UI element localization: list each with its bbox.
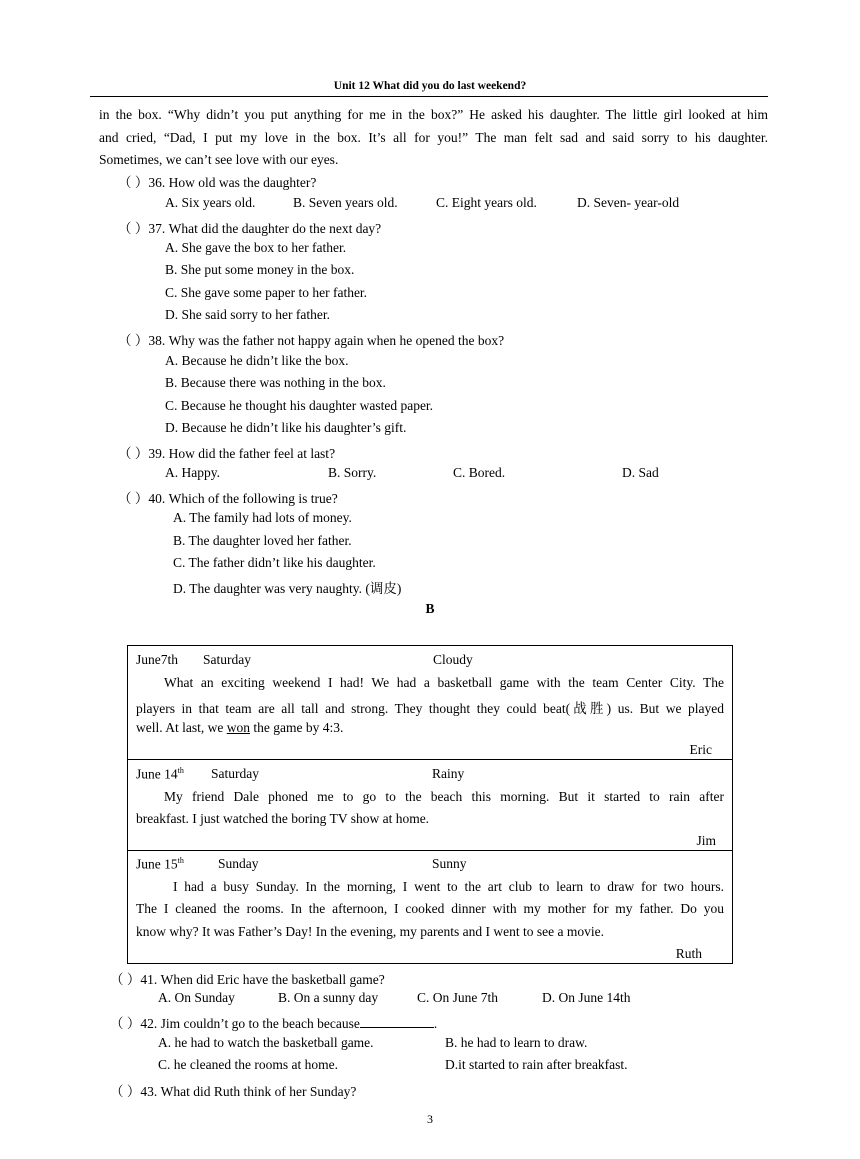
question-stem: 39. How did the father feel at last? — [148, 446, 336, 461]
question-stem: 41. When did Eric have the basketball game? — [140, 972, 385, 987]
option-d: D. Because he didn’t like his daughter’s gift. — [165, 420, 407, 435]
option-c: C. Because he thought his daughter wasted paper. — [165, 398, 434, 413]
question-stem: 40. Which of the following is true? — [148, 491, 338, 506]
diary-date: June7th — [136, 652, 178, 667]
diary-author: Jim — [696, 833, 716, 848]
page-number: 3 — [427, 1112, 433, 1126]
answer-bracket[interactable]: （ ） — [118, 491, 149, 506]
option-c: C. he cleaned the rooms at home. — [158, 1057, 338, 1072]
section-b-heading: B — [425, 601, 435, 616]
story-line: and cried, “Dad, I put my love in the box. It’s all for you!” The man felt sad and said sorry to his daughter. — [99, 129, 768, 145]
answer-blank[interactable] — [360, 1015, 434, 1028]
diary-author: Ruth — [675, 946, 702, 961]
diary-text-line: What an exciting weekend I had! We had a basketball game with the team Center City. The — [164, 675, 724, 690]
diary-weather: Cloudy — [433, 652, 473, 667]
diary-entry-eric — [128, 646, 733, 760]
question-39 — [118, 442, 335, 462]
diary-text-line: I had a busy Sunday. In the morning, I went to the art club to learn to draw for two hours. — [173, 879, 724, 894]
option-a: A. Six years old. — [165, 195, 256, 210]
question-41 — [110, 968, 385, 988]
diary-day: Saturday — [211, 766, 259, 781]
answer-bracket[interactable]: （ ） — [118, 333, 149, 348]
option-d: D. She said sorry to her father. — [165, 307, 330, 322]
diary-weather: Rainy — [432, 766, 465, 781]
option-a: A. Because he didn’t like the box. — [165, 353, 349, 368]
question-stem: 36. How old was the daughter? — [148, 175, 317, 190]
option-c: C. Bored. — [453, 465, 506, 480]
question-stem: 42. Jim couldn’t go to the beach because — [140, 1016, 360, 1031]
option-b: B. he had to learn to draw. — [445, 1035, 588, 1050]
diary-text-line: breakfast. I just watched the boring TV show at home. — [136, 811, 430, 826]
question-40 — [118, 487, 338, 507]
option-a: A. he had to watch the basketball game. — [158, 1035, 374, 1050]
question-42: （ ）42. Jim couldn’t go to the beach because . — [110, 1016, 438, 1031]
underlined-word: won — [226, 720, 250, 735]
question-stem: 38. Why was the father not happy again when he opened the box? — [148, 333, 505, 348]
story-line: Sometimes, we can’t see love with our eyes. — [99, 152, 339, 168]
diary-entry-jim — [128, 760, 733, 851]
option-d: D.it started to rain after breakfast. — [445, 1057, 628, 1072]
option-c: C. The father didn’t like his daughter. — [173, 555, 376, 570]
story-line: in the box. “Why didn’t you put anything for me in the box?” He asked his daughter. The little girl looked at him — [99, 107, 768, 122]
option-a: A. Happy. — [165, 465, 220, 480]
diary-entry-ruth — [128, 851, 733, 964]
option-b: B. On a sunny day — [278, 990, 379, 1005]
answer-bracket[interactable]: （ ） — [118, 175, 149, 190]
header-rule — [90, 96, 768, 97]
page-header-title: Unit 12 What did you do last weekend? — [333, 80, 527, 92]
option-b: B. Sorry. — [328, 465, 377, 480]
answer-bracket[interactable]: （ ） — [110, 972, 141, 987]
diary-text-line: The I cleaned the rooms. In the afternoon, I cooked dinner with my mother for my father. Do you — [136, 901, 724, 916]
story-ending-paragraph — [99, 104, 768, 172]
option-b: B. Seven years old. — [293, 195, 398, 210]
option-b: B. She put some money in the box. — [165, 262, 355, 277]
option-c: C. She gave some paper to her father. — [165, 285, 368, 300]
option-d: D. Sad — [622, 465, 659, 480]
diary-date: June 14th — [136, 766, 184, 782]
diary-date: June 15th — [136, 856, 184, 872]
answer-bracket[interactable]: （ ） — [118, 221, 149, 236]
option-c: C. Eight years old. — [436, 195, 537, 210]
option-d: D. Seven- year-old — [577, 195, 680, 210]
question-stem: 37. What did the daughter do the next day? — [148, 221, 382, 236]
diary-table — [127, 645, 733, 964]
diary-text-line: My friend Dale phoned me to go to the beach this morning. But it started to rain after — [164, 789, 724, 804]
answer-bracket[interactable]: （ ） — [110, 1084, 141, 1099]
option-a: A. On Sunday — [158, 990, 235, 1005]
option-d: D. The daughter was very naughty. (调皮) — [173, 581, 402, 596]
question-37 — [118, 217, 381, 237]
option-d: D. On June 14th — [542, 990, 631, 1005]
question-36 — [118, 171, 316, 191]
diary-text-line: know why? It was Father’s Day! In the evening, my parents and I went to see a movie. — [136, 924, 604, 939]
option-b: B. Because there was nothing in the box. — [165, 375, 386, 390]
option-a: A. The family had lots of money. — [173, 510, 352, 525]
option-a: A. She gave the box to her father. — [165, 240, 347, 255]
option-b: B. The daughter loved her father. — [173, 533, 352, 548]
diary-day: Sunday — [218, 856, 259, 871]
answer-bracket[interactable]: （ ） — [110, 1016, 141, 1031]
answer-bracket[interactable]: （ ） — [118, 446, 149, 461]
question-38 — [118, 329, 504, 349]
diary-weather: Sunny — [432, 856, 467, 871]
diary-text-line: well. At last, we won the game by 4:3. — [136, 720, 344, 735]
diary-day: Saturday — [203, 652, 251, 667]
diary-author: Eric — [689, 742, 712, 757]
option-c: C. On June 7th — [417, 990, 498, 1005]
question-stem: 43. What did Ruth think of her Sunday? — [140, 1084, 357, 1099]
question-43 — [110, 1080, 356, 1100]
diary-text-line: players in that team are all tall and strong. They thought they could beat(战胜) us. But we played — [136, 701, 724, 716]
